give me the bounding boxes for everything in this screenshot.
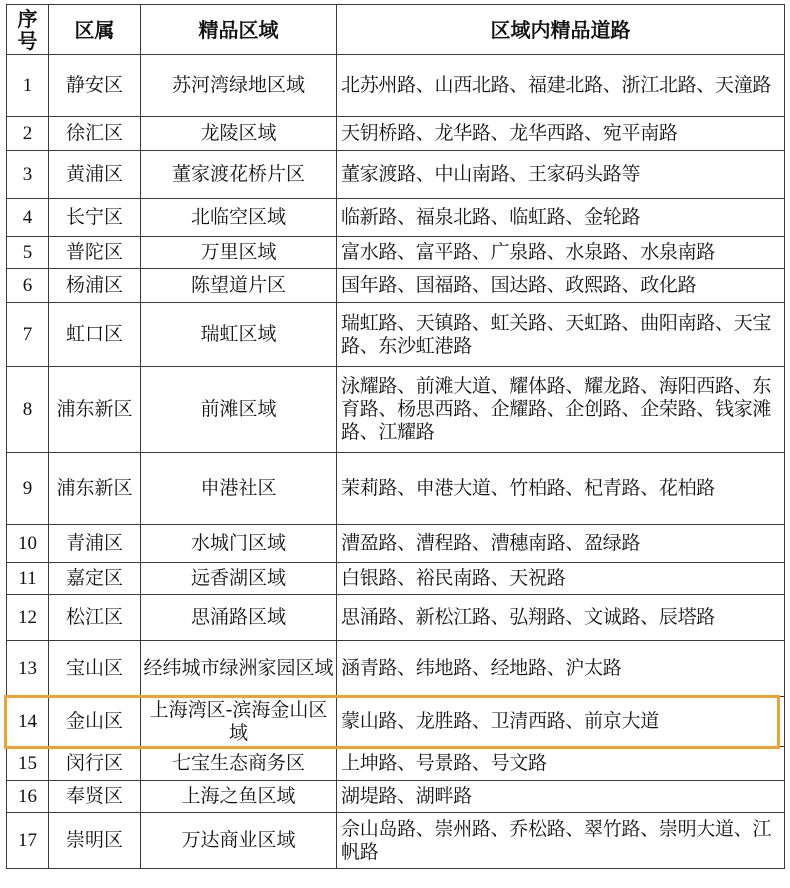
- row-index: 14: [7, 697, 49, 747]
- row-district: 普陀区: [49, 237, 141, 269]
- row-index: 11: [7, 563, 49, 595]
- row-roads: 富水路、富平路、广泉路、水泉路、水泉南路: [337, 237, 785, 269]
- table-row: [7, 747, 785, 781]
- table-row: [7, 303, 785, 367]
- table-row: [7, 453, 785, 525]
- table-row: [7, 367, 785, 453]
- row-index: 13: [7, 641, 49, 697]
- row-district: 金山区: [49, 697, 141, 747]
- header-area: 精品区域: [141, 5, 337, 55]
- header-index-line2: 号: [17, 28, 38, 53]
- row-district: 崇明区: [49, 813, 141, 869]
- row-roads: 漕盈路、漕程路、漕穗南路、盈绿路: [337, 525, 785, 563]
- row-index: 12: [7, 595, 49, 641]
- row-district: 杨浦区: [49, 269, 141, 303]
- roads-table: [6, 4, 785, 869]
- row-roads: 北苏州路、山西北路、福建北路、浙江北路、天潼路: [337, 55, 785, 117]
- row-district: 长宁区: [49, 199, 141, 237]
- row-area: 北临空区域: [141, 199, 337, 237]
- row-district: 静安区: [49, 55, 141, 117]
- row-area: 陈望道片区: [141, 269, 337, 303]
- row-area: 苏河湾绿地区域: [141, 55, 337, 117]
- row-index: 1: [7, 55, 49, 117]
- row-district: 松江区: [49, 595, 141, 641]
- row-district: 浦东新区: [49, 453, 141, 525]
- row-roads: 白银路、裕民南路、天祝路: [337, 563, 785, 595]
- header-roads: 区域内精品道路: [337, 5, 785, 55]
- row-area: 前滩区域: [141, 367, 337, 453]
- table-body: [7, 55, 785, 869]
- row-roads: 思涌路、新松江路、弘翔路、文诚路、辰塔路: [337, 595, 785, 641]
- row-roads: 上坤路、号景路、号文路: [337, 747, 785, 781]
- row-district: 徐汇区: [49, 117, 141, 151]
- row-district: 虹口区: [49, 303, 141, 367]
- row-index: 4: [7, 199, 49, 237]
- table-row: [7, 237, 785, 269]
- row-index: 10: [7, 525, 49, 563]
- row-area: 远香湖区域: [141, 563, 337, 595]
- row-roads: 蒙山路、龙胜路、卫清西路、前京大道: [337, 697, 785, 747]
- row-area: 水城门区域: [141, 525, 337, 563]
- row-index: 17: [7, 813, 49, 869]
- header-row: [7, 5, 785, 55]
- row-roads: 湖堤路、湖畔路: [337, 781, 785, 813]
- row-roads: 瑞虹路、天镇路、虹关路、天虹路、曲阳南路、天宝路、东沙虹港路: [337, 303, 785, 367]
- row-index: 16: [7, 781, 49, 813]
- row-district: 浦东新区: [49, 367, 141, 453]
- row-area: 瑞虹区域: [141, 303, 337, 367]
- row-district: 闵行区: [49, 747, 141, 781]
- row-roads: 泳耀路、前滩大道、耀体路、耀龙路、海阳西路、东育路、杨思西路、企耀路、企创路、企荣路、钱家滩路、江耀路: [337, 367, 785, 453]
- row-district: 宝山区: [49, 641, 141, 697]
- row-district: 嘉定区: [49, 563, 141, 595]
- row-area: 万达商业区域: [141, 813, 337, 869]
- table-row: [7, 269, 785, 303]
- table-row: [7, 199, 785, 237]
- row-area: 龙陵区域: [141, 117, 337, 151]
- table-row: [7, 813, 785, 869]
- row-index: 9: [7, 453, 49, 525]
- table-row: [7, 151, 785, 199]
- row-area: 思涌路区域: [141, 595, 337, 641]
- row-roads: 茉莉路、申港大道、竹柏路、杞青路、花柏路: [337, 453, 785, 525]
- row-area: 上海之鱼区域: [141, 781, 337, 813]
- header-district: 区属: [49, 5, 141, 55]
- header-index-line1: 序: [17, 6, 38, 31]
- header-index: [7, 5, 49, 55]
- table-row: [7, 641, 785, 697]
- row-roads: 国年路、国福路、国达路、政熙路、政化路: [337, 269, 785, 303]
- row-roads: 天钥桥路、龙华路、龙华西路、宛平南路: [337, 117, 785, 151]
- row-roads: 佘山岛路、崇州路、乔松路、翠竹路、崇明大道、江帆路: [337, 813, 785, 869]
- table-row: [7, 55, 785, 117]
- row-index: 8: [7, 367, 49, 453]
- row-area: 经纬城市绿洲家园区域: [141, 641, 337, 697]
- row-area: 申港社区: [141, 453, 337, 525]
- row-roads: 临新路、福泉北路、临虹路、金轮路: [337, 199, 785, 237]
- table-row: [7, 525, 785, 563]
- table-row: [7, 595, 785, 641]
- row-index: 5: [7, 237, 49, 269]
- row-district: 黄浦区: [49, 151, 141, 199]
- row-index: 6: [7, 269, 49, 303]
- row-index: 3: [7, 151, 49, 199]
- table-row: [7, 781, 785, 813]
- row-district: 奉贤区: [49, 781, 141, 813]
- row-district: 青浦区: [49, 525, 141, 563]
- row-roads: 涵青路、纬地路、经地路、沪太路: [337, 641, 785, 697]
- table-row: [7, 563, 785, 595]
- table-row: [7, 697, 785, 747]
- row-roads: 董家渡路、中山南路、王家码头路等: [337, 151, 785, 199]
- row-index: 2: [7, 117, 49, 151]
- row-area: 七宝生态商务区: [141, 747, 337, 781]
- row-area: 董家渡花桥片区: [141, 151, 337, 199]
- row-area: 上海湾区-滨海金山区域: [141, 697, 337, 747]
- row-index: 7: [7, 303, 49, 367]
- table-row: [7, 117, 785, 151]
- row-index: 15: [7, 747, 49, 781]
- row-area: 万里区域: [141, 237, 337, 269]
